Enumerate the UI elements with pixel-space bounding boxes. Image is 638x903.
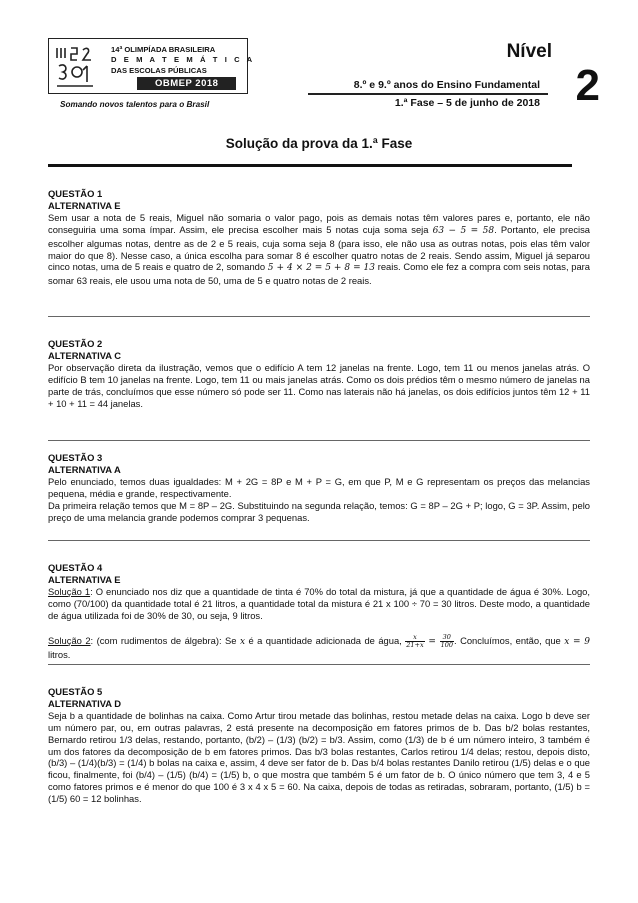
math-expression: 5 + 4 × 2 = 5 + 8 = 13 bbox=[267, 263, 376, 274]
level-number: 2 bbox=[575, 61, 600, 110]
body-text: litros. bbox=[48, 648, 71, 660]
question-3 bbox=[48, 452, 590, 523]
body-text: é a quantidade adicionada de água, bbox=[245, 634, 406, 646]
question-5 bbox=[48, 686, 590, 805]
logo-line-3: DAS ESCOLAS PÚBLICAS bbox=[111, 66, 207, 75]
question-heading: QUESTÃO 1 bbox=[48, 188, 103, 199]
logo-frame bbox=[48, 38, 255, 94]
fraction bbox=[405, 634, 424, 649]
question-heading: QUESTÃO 3 bbox=[48, 452, 103, 463]
math-expression: x = 9 bbox=[564, 636, 590, 647]
question-body: Seja b a quantidade de bolinhas na caixa. Como Artur tirou metade das bolinhas, restou metade delas na caixa. Logo b deve ser um número par, ou, em outras palavras, 2 está presente na decomposição em fatores primos de b. Das b/2 bolas restantes, Bernardo retirou 1/3 delas, restando, portanto, (b/2) – (1/3) (b/2) = b/3. Assim, como (1/3) de b é um número inteiro, 3 também é um dos fatores da decomposição de b em fatores primos. Das b/3 bolas restantes, Carlos retirou 1/4 delas; restou, depois disto, (b/3) – (1/4)(b/3) = (1/4) b bolas na caixa e, assim, 4 deve ser fator de b. Das b/4 bolas restantes Danilo retirou (1/5) delas e o que ficou, finalmente, foi (b/4) – (1/5) (b/4) = (1/5) b, o que mostra que também 5 é um fator de b. O único número que tem 3, 4 e 5 como fatores primos e é menor do que 100 é 3 x 4 x 5 = 60. Na caixa, depois de todas as retiradas, sobraram, portanto, (1/5) b = (1/5) 60 = 12 bolinhas. bbox=[48, 709, 590, 805]
title-rule bbox=[48, 164, 572, 167]
logo-line-1: 14ª OLIMPÍADA BRASILEIRA bbox=[111, 45, 216, 54]
logo-line-2: D E M A T E M Á T I C A bbox=[111, 55, 255, 64]
body-text: . Portanto, ele precisa escolher algumas notas, dentre as de 2 e 5 reais, cuja soma seja 8 (para isso, ele não usa as outras notas, pois elas têm valor maior do que 8). Nesse caso, a única escolha para somar 8 é escolher quatro notas de 2 reais. Sendo assim, Miguel já separou cinco notas, uma de 5 reais e quatro de 2, somando bbox=[48, 223, 590, 273]
question-4 bbox=[48, 562, 590, 660]
level-label: Nível bbox=[506, 41, 552, 62]
body-text: reais. Como ele fez a compra com seis notas, para somar 63 reais, ele usou uma nota de 50, uma de 5 e quatro notas de 2 reais. bbox=[48, 261, 590, 287]
body-text: Sem usar a nota de 5 reais, Miguel não somaria o valor pago, pois as demais notas têm valores pares e, portanto, ele não conseguiria uma soma ímpar. Assim, ele precisa escolher mais 5 notas cuja soma seja bbox=[48, 211, 590, 235]
grade-subtitle: 8.º e 9.º anos do Ensino Fundamental bbox=[353, 79, 540, 91]
body-text: : O enunciado nos diz que a quantidade de tinta é 70% do total da mistura, já que a quantidade de água é 30%. Logo, como (70/100) da quantidade total é 21 litros, a quantidade total da mistura é 21 x 100 ÷ 70 = 30 litros. Deste modo, a quantidade de água utilizada foi de 30% de 30, ou seja, 9 litros. bbox=[48, 585, 591, 621]
question-heading: QUESTÃO 4 bbox=[48, 562, 103, 573]
question-divider bbox=[48, 540, 590, 541]
question-body bbox=[48, 586, 590, 661]
question-divider bbox=[48, 440, 590, 441]
question-answer: ALTERNATIVA E bbox=[48, 199, 121, 211]
solution-2 bbox=[48, 634, 590, 661]
header bbox=[48, 38, 600, 128]
question-body bbox=[48, 476, 590, 524]
question-answer: ALTERNATIVA E bbox=[48, 573, 121, 585]
question-answer: ALTERNATIVA D bbox=[48, 697, 122, 709]
body-paragraph: Da primeira relação temos que M = 8P – 2G. Substituindo na segunda relação, temos: G = 8P – 2G + P; logo, G = 3P. Assim, pelo preço de uma melancia grande podemos comprar 3 pequenas. bbox=[48, 499, 590, 523]
obmep-logo bbox=[48, 38, 255, 113]
question-answer: ALTERNATIVA C bbox=[48, 349, 122, 361]
question-answer: ALTERNATIVA A bbox=[48, 463, 121, 475]
page-title: Solução da prova da 1.ª Fase bbox=[225, 136, 413, 151]
math-expression: 63 − 5 = 58 bbox=[432, 225, 495, 236]
fraction-numerator: x bbox=[405, 634, 424, 642]
question-2 bbox=[48, 338, 590, 409]
question-heading: QUESTÃO 2 bbox=[48, 338, 103, 349]
fraction-denominator: 100 bbox=[440, 640, 454, 649]
question-body bbox=[48, 212, 590, 287]
question-divider bbox=[48, 664, 590, 665]
logo-tagline: Somando novos talentos para o Brasil bbox=[60, 100, 210, 109]
solution-label: Solução 1 bbox=[48, 585, 91, 597]
body-text: . Concluímos, então, que bbox=[454, 634, 565, 646]
body-paragraph: Pelo enunciado, temos duas igualdades: M + 2G = 8P e M + P = G, em que P, M e G representam os preços das melancias pequena, média e grande, respectivamente. bbox=[48, 475, 590, 499]
question-1 bbox=[48, 188, 590, 287]
fraction-numerator: 30 bbox=[440, 634, 454, 642]
fraction bbox=[440, 634, 454, 649]
question-body: Por observação direta da ilustração, vemos que o edifício A tem 12 janelas na frente. Logo, tem 11 ou menos janelas atrás. O edifício B tem 10 janelas na frente. Logo, tem 11 ou mais janelas atrás. Como os dois prédios têm o mesmo número de janelas na parte de trás, concluímos que esse número só pode ser 11. Como nas laterais não há janelas, os dois edifícios juntos têm 12 + 11 + 10 + 11 = 44 janelas. bbox=[48, 361, 590, 409]
question-heading: QUESTÃO 5 bbox=[48, 686, 103, 697]
question-divider bbox=[48, 316, 590, 317]
obmep-symbol-icon bbox=[53, 42, 97, 90]
header-divider bbox=[308, 93, 548, 95]
logo-badge: OBMEP 2018 bbox=[137, 77, 236, 90]
math-variable: x bbox=[239, 636, 246, 647]
fraction-denominator: 21+x bbox=[406, 640, 424, 649]
phase-date-subtitle: 1.ª Fase – 5 de junho de 2018 bbox=[394, 97, 540, 109]
solution-1 bbox=[48, 586, 590, 622]
body-text: : (com rudimentos de álgebra): Se bbox=[90, 634, 240, 646]
solution-label: Solução 2 bbox=[48, 634, 91, 646]
equals-sign: = bbox=[424, 636, 440, 647]
